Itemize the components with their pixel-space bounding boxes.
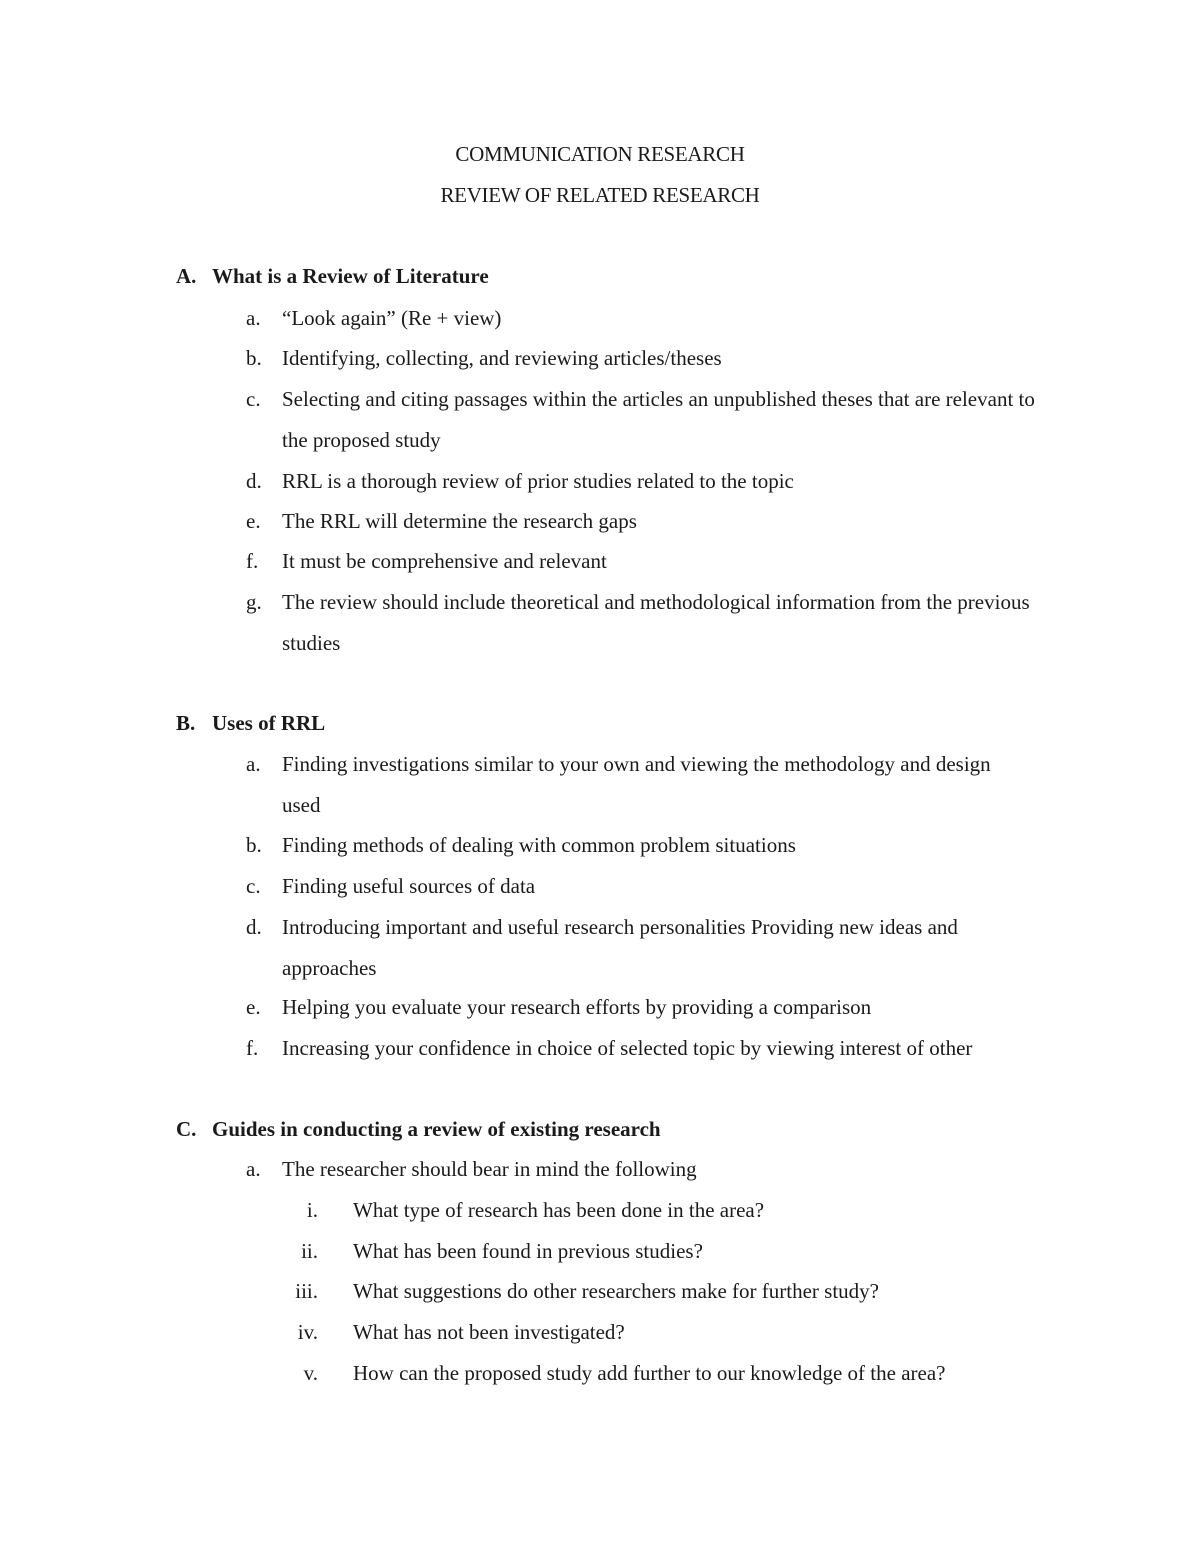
subitem-text: What suggestions do other researchers make for further study? [353, 1279, 879, 1303]
list-item [246, 1149, 1046, 1190]
item-text: Identifying, collecting, and reviewing articles/theses [282, 346, 722, 370]
section-b-heading [176, 711, 325, 736]
list-item [246, 582, 1046, 664]
item-letter: c. [246, 874, 261, 898]
item-text: Selecting and citing passages within the articles an unpublished theses that are relevant to the proposed study [282, 387, 1035, 452]
list-item [246, 987, 1046, 1028]
item-text: The review should include theoretical and methodological information from the previous studies [282, 590, 1030, 655]
subitem-number: ii. [301, 1239, 318, 1263]
subitem-number: i. [306, 1198, 318, 1222]
sub-list-item [282, 1231, 1042, 1272]
list-item [246, 379, 1036, 461]
item-text: It must be comprehensive and relevant [282, 549, 607, 573]
list-item [246, 1028, 1106, 1069]
section-letter: A. [176, 264, 197, 288]
section-letter: C. [176, 1117, 197, 1141]
item-letter: e. [246, 509, 261, 533]
section-c-heading [176, 1117, 661, 1142]
item-text: “Look again” (Re + view) [282, 306, 502, 330]
item-letter: b. [246, 833, 262, 857]
section-heading-text: Guides in conducting a review of existing research [212, 1117, 661, 1141]
list-item [246, 461, 1046, 502]
item-text: Finding methods of dealing with common problem situations [282, 833, 796, 857]
item-letter: e. [246, 995, 261, 1019]
section-heading-text: Uses of RRL [212, 711, 326, 735]
subitem-text: How can the proposed study add further to our knowledge of the area? [353, 1361, 946, 1385]
list-item [246, 866, 1046, 907]
subitem-number: iii. [295, 1279, 318, 1303]
subitem-text: What type of research has been done in the area? [353, 1198, 765, 1222]
item-text: The researcher should bear in mind the following [282, 1157, 697, 1181]
subitem-text: What has not been investigated? [353, 1320, 625, 1344]
item-letter: b. [246, 346, 262, 370]
section-a-heading [176, 264, 489, 289]
list-item [246, 907, 1046, 989]
item-letter: f. [246, 549, 259, 573]
item-text: Introducing important and useful research personalities Providing new ideas and approaches [282, 915, 958, 980]
item-letter: c. [246, 387, 261, 411]
item-text: Helping you evaluate your research efforts by providing a comparison [282, 995, 872, 1019]
item-letter: a. [246, 1157, 261, 1181]
item-letter: a. [246, 752, 261, 776]
item-text: The RRL will determine the research gaps [282, 509, 637, 533]
subitem-number: iv. [297, 1320, 318, 1344]
list-item [246, 744, 1026, 826]
item-letter: g. [246, 590, 262, 614]
document-subtitle: REVIEW OF RELATED RESEARCH [440, 183, 760, 207]
section-heading-text: What is a Review of Literature [212, 264, 489, 288]
sub-list-item [282, 1353, 1042, 1394]
subitem-number: v. [303, 1361, 318, 1385]
item-letter: d. [246, 915, 262, 939]
item-text: Increasing your confidence in choice of selected topic by viewing interest of other [282, 1036, 973, 1060]
sub-list-item [282, 1271, 1042, 1312]
list-item [246, 338, 1046, 379]
item-letter: f. [246, 1036, 259, 1060]
item-letter: d. [246, 469, 262, 493]
sub-list-item [282, 1312, 1042, 1353]
document-title: COMMUNICATION RESEARCH [455, 142, 745, 166]
sub-list-item [282, 1190, 1042, 1231]
list-item [246, 541, 1046, 582]
section-letter: B. [176, 711, 196, 735]
item-letter: a. [246, 306, 261, 330]
list-item [246, 298, 1046, 339]
item-text: Finding investigations similar to your own and viewing the methodology and design used [282, 752, 991, 817]
item-text: RRL is a thorough review of prior studies related to the topic [282, 469, 794, 493]
subitem-text: What has been found in previous studies? [353, 1239, 703, 1263]
list-item [246, 825, 1046, 866]
list-item [246, 501, 1046, 542]
item-text: Finding useful sources of data [282, 874, 536, 898]
